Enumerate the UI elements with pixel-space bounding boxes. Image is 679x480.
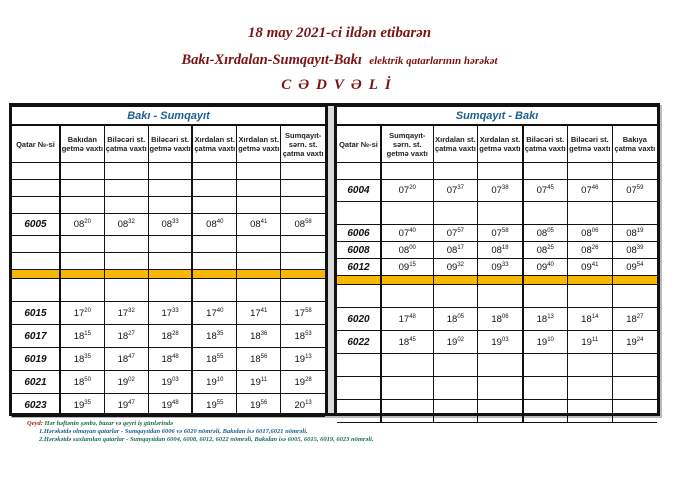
- sumqayit-baki-table: [337, 106, 657, 413]
- time-cell: $08^{00}$: [381, 242, 433, 259]
- column-header: Sumqayıt-sərn. st. çatma vaxtı: [281, 125, 325, 163]
- column-header: Qatar №-si: [337, 125, 381, 163]
- time-cell: $08^{25}$: [523, 242, 568, 259]
- column-header: Qatar №-si: [12, 125, 60, 163]
- time-cell: [192, 180, 236, 197]
- time-cell: [192, 163, 236, 180]
- table-row: [337, 225, 657, 242]
- time-cell: $07^{38}$: [478, 180, 523, 202]
- time-cell: [104, 253, 148, 270]
- table-row: [337, 259, 657, 276]
- time-cell: $19^{56}$: [237, 394, 281, 417]
- table-row: [337, 202, 657, 225]
- time-cell: $18^{15}$: [60, 325, 104, 348]
- time-cell: [381, 285, 433, 308]
- time-cell: [433, 163, 478, 180]
- table-row: [337, 354, 657, 377]
- train-number: 6021: [12, 371, 60, 394]
- note-1: 1.Hərəkətdə olmayan qatarlar - Sumqayıtdan 6006 və 6020 nömrəli, Bakıdan isə 6017,6021 nömrəli.: [39, 428, 308, 435]
- time-cell: [281, 163, 325, 180]
- time-cell: [148, 163, 192, 180]
- train-number: 6012: [337, 259, 381, 276]
- time-cell: [192, 197, 236, 214]
- valid-from-date: 18 may 2021-ci ildən etibarən: [247, 25, 432, 41]
- time-cell: [192, 270, 236, 279]
- table-row: [337, 308, 657, 331]
- time-cell: [433, 285, 478, 308]
- time-cell: $19^{10}$: [523, 331, 568, 354]
- time-cell: [148, 279, 192, 302]
- time-cell: $18^{56}$: [237, 348, 281, 371]
- train-number: 6023: [12, 394, 60, 417]
- train-number: 6004: [337, 180, 381, 202]
- time-cell: $09^{15}$: [381, 259, 433, 276]
- time-cell: $09^{54}$: [612, 259, 657, 276]
- time-cell: [381, 377, 433, 400]
- time-cell: [104, 163, 148, 180]
- time-cell: $07^{37}$: [433, 180, 478, 202]
- time-cell: [104, 279, 148, 302]
- direction-header-baki-sumqayit: Bakı - Sumqayıt: [12, 107, 325, 126]
- time-cell: [381, 163, 433, 180]
- table-row: [337, 180, 657, 202]
- time-cell: [523, 400, 568, 423]
- table-row: [337, 285, 657, 308]
- time-cell: [148, 180, 192, 197]
- time-cell: $18^{50}$: [60, 371, 104, 394]
- time-cell: [281, 180, 325, 197]
- train-number: 6019: [12, 348, 60, 371]
- time-cell: [523, 285, 568, 308]
- time-cell: [60, 279, 104, 302]
- time-cell: $19^{24}$: [612, 331, 657, 354]
- time-cell: [478, 377, 523, 400]
- time-cell: $08^{19}$: [612, 225, 657, 242]
- train-number: [337, 163, 381, 180]
- note-2: 2.Hərəkətdə saxlanılan qatarlar - Sumqayıtdan 6004, 6008, 6012, 6022 nömrəli, Bakıdan isə 6005, 6015, 6019, 6023 nömrəli.: [39, 436, 374, 443]
- time-cell: [60, 180, 104, 197]
- train-number: 6005: [12, 214, 60, 236]
- table-row: [337, 242, 657, 259]
- column-header: Bakıdan getmə vaxtı: [60, 125, 104, 163]
- time-cell: $19^{48}$: [148, 394, 192, 417]
- time-cell: [148, 236, 192, 253]
- train-number: [12, 180, 60, 197]
- time-cell: [612, 163, 657, 180]
- train-number: [12, 270, 60, 279]
- table-row: [12, 302, 325, 325]
- train-number: [12, 279, 60, 302]
- time-cell: $07^{40}$: [381, 225, 433, 242]
- time-cell: $08^{32}$: [104, 214, 148, 236]
- separator-row: [337, 276, 657, 285]
- time-cell: $07^{59}$: [612, 180, 657, 202]
- time-cell: [567, 202, 612, 225]
- table-row: [12, 279, 325, 302]
- time-cell: [381, 276, 433, 285]
- train-number: [12, 163, 60, 180]
- time-cell: $08^{41}$: [237, 214, 281, 236]
- time-cell: $18^{53}$: [281, 325, 325, 348]
- table-row: [12, 214, 325, 236]
- time-cell: [104, 270, 148, 279]
- time-cell: [567, 285, 612, 308]
- time-cell: [281, 270, 325, 279]
- table-row: [12, 253, 325, 270]
- table-row: [337, 400, 657, 423]
- time-cell: [523, 202, 568, 225]
- time-cell: [237, 236, 281, 253]
- time-cell: $07^{45}$: [523, 180, 568, 202]
- time-cell: $08^{05}$: [523, 225, 568, 242]
- direction-header-sumqayit-baki: Sumqayıt - Bakı: [337, 107, 657, 126]
- time-cell: $18^{06}$: [478, 308, 523, 331]
- train-number: 6017: [12, 325, 60, 348]
- time-cell: [192, 236, 236, 253]
- time-cell: [612, 202, 657, 225]
- train-number: [337, 377, 381, 400]
- time-cell: [237, 270, 281, 279]
- time-cell: $18^{13}$: [523, 308, 568, 331]
- time-cell: $17^{40}$: [192, 302, 236, 325]
- notes-label: Qeyd:: [27, 420, 43, 427]
- time-cell: [433, 354, 478, 377]
- time-cell: $18^{48}$: [148, 348, 192, 371]
- train-number: [337, 354, 381, 377]
- table-divider: [325, 106, 337, 413]
- time-cell: $17^{48}$: [381, 308, 433, 331]
- time-cell: [281, 253, 325, 270]
- table-row: [12, 371, 325, 394]
- time-cell: [478, 285, 523, 308]
- time-cell: $19^{47}$: [104, 394, 148, 417]
- time-cell: $18^{35}$: [60, 348, 104, 371]
- time-cell: $07^{20}$: [381, 180, 433, 202]
- time-cell: $08^{18}$: [478, 242, 523, 259]
- time-cell: [192, 279, 236, 302]
- time-cell: $19^{03}$: [148, 371, 192, 394]
- time-cell: [567, 276, 612, 285]
- time-cell: $08^{17}$: [433, 242, 478, 259]
- time-cell: [612, 400, 657, 423]
- time-cell: $17^{32}$: [104, 302, 148, 325]
- time-cell: [60, 253, 104, 270]
- time-cell: [281, 197, 325, 214]
- time-cell: $18^{55}$: [192, 348, 236, 371]
- table-row: [337, 331, 657, 354]
- column-header: Bakıya çatma vaxtı: [612, 125, 657, 163]
- column-header: Sumqayıt-sərn. st. getmə vaxtı: [381, 125, 433, 163]
- time-cell: $08^{40}$: [192, 214, 236, 236]
- time-cell: $08^{33}$: [148, 214, 192, 236]
- time-cell: $17^{41}$: [237, 302, 281, 325]
- separator-row: [12, 270, 325, 279]
- schedule-heading: CƏDVƏLİ: [281, 77, 398, 93]
- time-cell: $19^{13}$: [281, 348, 325, 371]
- time-cell: [104, 236, 148, 253]
- time-cell: $18^{36}$: [237, 325, 281, 348]
- train-number: 6008: [337, 242, 381, 259]
- time-cell: [478, 163, 523, 180]
- time-cell: [523, 354, 568, 377]
- time-cell: [60, 236, 104, 253]
- time-cell: $08^{26}$: [567, 242, 612, 259]
- time-cell: $19^{11}$: [567, 331, 612, 354]
- time-cell: $19^{02}$: [104, 371, 148, 394]
- time-cell: [433, 202, 478, 225]
- time-cell: [433, 377, 478, 400]
- time-cell: [60, 163, 104, 180]
- train-number: 6015: [12, 302, 60, 325]
- table-row: [12, 394, 325, 417]
- time-cell: [104, 180, 148, 197]
- time-cell: [381, 400, 433, 423]
- table-row: [12, 197, 325, 214]
- train-number: [12, 236, 60, 253]
- column-header: Biləcəri st. getmə vaxtı: [567, 125, 612, 163]
- time-cell: [237, 163, 281, 180]
- time-cell: [567, 163, 612, 180]
- time-cell: $19^{28}$: [281, 371, 325, 394]
- time-cell: $09^{33}$: [478, 259, 523, 276]
- time-cell: $19^{35}$: [60, 394, 104, 417]
- time-cell: [104, 197, 148, 214]
- column-header: Xırdalan st. getmə vaxtı: [237, 125, 281, 163]
- time-cell: $07^{57}$: [433, 225, 478, 242]
- train-number: 6006: [337, 225, 381, 242]
- train-number: [12, 197, 60, 214]
- time-cell: $09^{40}$: [523, 259, 568, 276]
- train-number: [337, 202, 381, 225]
- time-cell: $20^{13}$: [281, 394, 325, 417]
- time-cell: $18^{28}$: [148, 325, 192, 348]
- time-cell: [478, 276, 523, 285]
- column-header: Biləcəri st. çatma vaxtı: [104, 125, 148, 163]
- train-number: [337, 276, 381, 285]
- time-cell: [237, 197, 281, 214]
- table-row: [337, 377, 657, 400]
- schedule-route-title: [0, 52, 679, 69]
- time-cell: [148, 253, 192, 270]
- time-cell: $08^{06}$: [567, 225, 612, 242]
- time-cell: $07^{46}$: [567, 180, 612, 202]
- time-cell: [478, 400, 523, 423]
- time-cell: [523, 276, 568, 285]
- baki-sumqayit-table: [12, 106, 325, 413]
- time-cell: [478, 202, 523, 225]
- column-header: Xırdalan st. getmə vaxtı: [478, 125, 523, 163]
- time-cell: $18^{47}$: [104, 348, 148, 371]
- time-cell: [281, 236, 325, 253]
- time-cell: [237, 180, 281, 197]
- table-row: [12, 325, 325, 348]
- time-cell: $08^{58}$: [281, 214, 325, 236]
- time-cell: $18^{45}$: [381, 331, 433, 354]
- route-name: Bakı-Xırdalan-Sumqayıt-Bakı: [181, 52, 362, 68]
- time-cell: $19^{02}$: [433, 331, 478, 354]
- time-cell: [148, 197, 192, 214]
- time-cell: $17^{20}$: [60, 302, 104, 325]
- time-cell: [148, 270, 192, 279]
- column-header: Biləcəri st. getmə vaxtı: [148, 125, 192, 163]
- time-cell: $09^{41}$: [567, 259, 612, 276]
- time-cell: $18^{27}$: [612, 308, 657, 331]
- time-cell: [60, 197, 104, 214]
- time-cell: $18^{35}$: [192, 325, 236, 348]
- time-cell: [612, 285, 657, 308]
- time-cell: [60, 270, 104, 279]
- table-row: [12, 236, 325, 253]
- route-subtitle: elektrik qatarlarının hərəkət: [369, 55, 498, 67]
- column-header: Biləcəri st. çatma vaxtı: [523, 125, 568, 163]
- time-cell: [281, 279, 325, 302]
- train-number: [337, 285, 381, 308]
- table-row: [337, 163, 657, 180]
- time-cell: [567, 354, 612, 377]
- time-cell: [192, 253, 236, 270]
- train-number: [12, 253, 60, 270]
- time-cell: $17^{33}$: [148, 302, 192, 325]
- time-cell: [478, 354, 523, 377]
- time-cell: [381, 354, 433, 377]
- notes-section: [27, 420, 374, 444]
- time-cell: $18^{27}$: [104, 325, 148, 348]
- time-cell: $19^{03}$: [478, 331, 523, 354]
- table-row: [12, 348, 325, 371]
- time-cell: [523, 377, 568, 400]
- time-cell: $07^{58}$: [478, 225, 523, 242]
- time-cell: $19^{55}$: [192, 394, 236, 417]
- time-cell: [433, 400, 478, 423]
- time-cell: [567, 377, 612, 400]
- time-cell: [612, 377, 657, 400]
- time-cell: [612, 276, 657, 285]
- train-number: 6022: [337, 331, 381, 354]
- note-intro: Hər həftənin şənbə, bazar və qeyri iş günlərində: [44, 420, 174, 427]
- time-cell: $08^{20}$: [60, 214, 104, 236]
- table-row: [12, 180, 325, 197]
- time-cell: [237, 279, 281, 302]
- time-cell: [381, 202, 433, 225]
- time-cell: [567, 400, 612, 423]
- time-cell: $17^{58}$: [281, 302, 325, 325]
- time-cell: $19^{10}$: [192, 371, 236, 394]
- time-cell: [433, 276, 478, 285]
- column-header: Xırdalan st. çatma vaxtı: [433, 125, 478, 163]
- time-cell: [523, 163, 568, 180]
- time-cell: $19^{11}$: [237, 371, 281, 394]
- time-cell: $18^{05}$: [433, 308, 478, 331]
- time-cell: $18^{14}$: [567, 308, 612, 331]
- table-row: [12, 163, 325, 180]
- time-cell: [237, 253, 281, 270]
- timetable-frame: [9, 103, 660, 416]
- train-number: 6020: [337, 308, 381, 331]
- time-cell: $08^{39}$: [612, 242, 657, 259]
- time-cell: [612, 354, 657, 377]
- time-cell: $09^{32}$: [433, 259, 478, 276]
- column-header: Xırdalan st. çatma vaxtı: [192, 125, 236, 163]
